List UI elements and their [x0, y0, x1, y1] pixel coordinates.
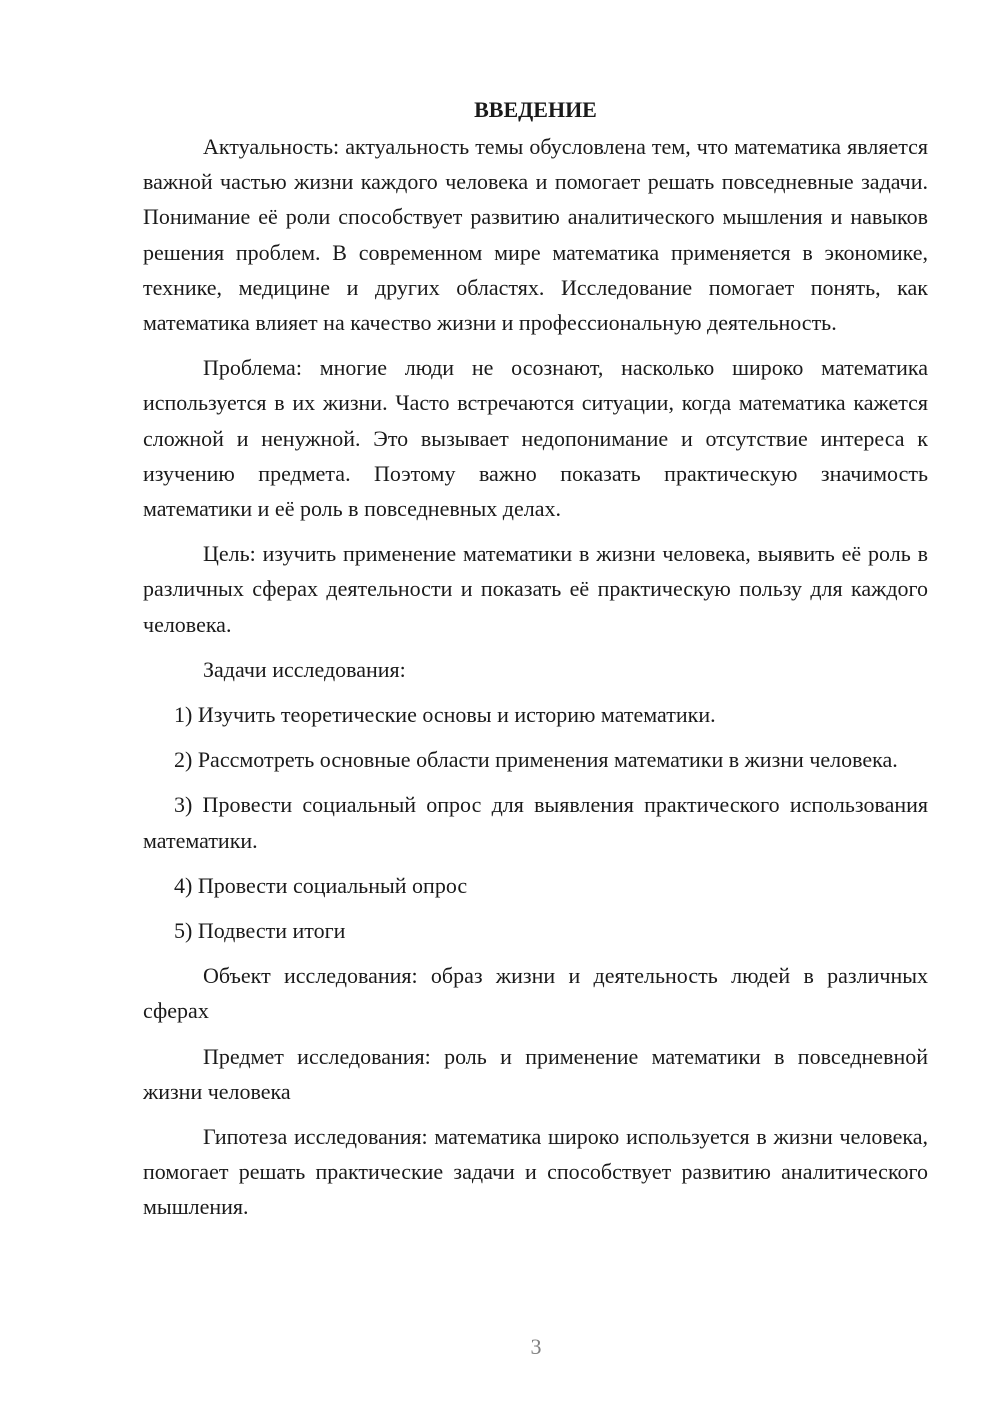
task-item-2: 2) Рассмотреть основные области применения математики в жизни человека. [174, 747, 898, 773]
task-item-3: 3) Провести социальный опрос для выявления практического использования математики. [143, 792, 928, 853]
problem-paragraph: Проблема: многие люди не осознают, насколько широко математика используется в их жизни. Часто встречаются ситуации, когда математика кажется сложной и ненужной. Это вызывает недопонимание и отсутствие интереса к изучению предмета. Поэтому важно показать практическую значимость математики и её роль в повседневных делах. [143, 355, 928, 522]
relevance-paragraph: Актуальность: актуальность темы обусловлена тем, что математика является важной частью жизни каждого человека и помогает решать повседневные задачи. Понимание её роли способствует развитию аналитического мышления и навыков решения проблем. В современном мире математика применяется в экономике, технике, медицине и других областях. Исследование помогает понять, как математика влияет на качество жизни и профессиональную деятельность. [143, 134, 928, 336]
subject-paragraph: Предмет исследования: роль и применение математики в повседневной жизни человека [143, 1043, 928, 1104]
task-item-4: 4) Провести социальный опрос [174, 872, 468, 898]
page-number: 3 [530, 1334, 542, 1359]
goal-paragraph: Цель: изучить применение математики в жизни человека, выявить её роль в различных сферах деятельности и показать её практическую пользу для каждого человека. [143, 541, 928, 637]
task-item-5: 5) Подвести итоги [174, 918, 346, 944]
task-item-1: 1) Изучить теоретические основы и историю математики. [174, 702, 716, 728]
page-content [143, 92, 928, 1225]
section-title: ВВЕДЕНИЕ [474, 97, 597, 122]
tasks-heading: Задачи исследования: [203, 656, 406, 682]
object-paragraph: Объект исследования: образ жизни и деятельность людей в различных сферах [143, 963, 928, 1024]
hypothesis-paragraph: Гипотеза исследования: математика широко используется в жизни человека, помогает решать практические задачи и способствует развитию аналитического мышления. [143, 1124, 928, 1220]
